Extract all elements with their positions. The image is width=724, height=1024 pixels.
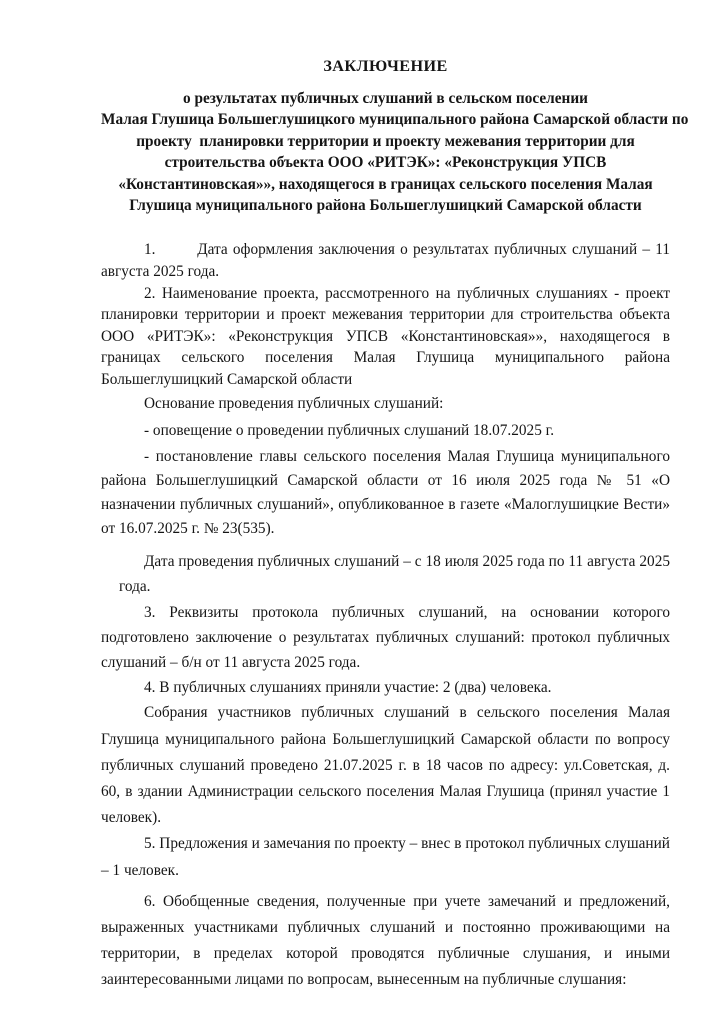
document-title: ЗАКЛЮЧЕНИЕ [323,57,448,75]
paragraph-project-name: 2. Наименование проекта, рассмотренного на публичных слушаниях - проект планировки территории и проект межевания территории для строительства объекта ООО «РИТЭК»: «Реконструкция УПСВ «Константиновская»», находящегося в границах сельского поселения Малая Глушица муниципального района Большеглушицкий Самарской области [101,284,670,388]
subtitle-line-4: строительства объекта ООО «РИТЭК»: «Реконструкция УПСВ [164,154,607,172]
paragraph-proposals: 5. Предложения и замечания по проекту – внес в протокол публичных слушаний – 1 человек. [101,835,670,879]
paragraph-meeting-details: Собрания участников публичных слушаний в сельского поселения Малая Глушица муниципального района Большеглушицкий Самарской области по вопросу публичных слушаний проведено 21.07.2025 г. в 18 часов по адресу: ул.Советская, д. 60, в здании Администрации сельского поселения Малая Глушица (принял участие 1 человек). [101,704,670,827]
paragraph-hearing-dates: Дата проведения публичных слушаний – с 18 июля 2025 года по 11 августа 2025 года. [119,553,670,596]
paragraph-resolution-item: - постановление главы сельского поселения Малая Глушица муниципального района Большеглушицкий Самарской области от 16 июля 2025 года № 51 «О назначении публичных слушаний», опубликованное в газете «Малоглушицкие Вести» от 16.07.2025 г. № 23(535). [101,448,670,538]
subtitle-line-2: Малая Глушица Большеглушицкого муниципального района Самарской области по [101,111,689,129]
paragraph-protocol-details: 3. Реквизиты протокола публичных слушаний, на основании которого подготовлено заключение о результатах публичных слушаний: протокол публичных слушаний – б/н от 11 августа 2025 года. [101,603,670,671]
paragraph-notice-item: - оповещение о проведении публичных слушаний 18.07.2025 г. [144,422,555,440]
paragraph-participants-count: 4. В публичных слушаниях приняли участие: 2 (два) человека. [144,679,552,697]
subtitle-line-6: Глушица муниципального района Большеглушицкий Самарской области [129,197,642,215]
paragraph-summary-info: 6. Обобщенные сведения, полученные при учете замечаний и предложений, выраженных участниками публичных слушаний и постоянно проживающими на территории, в пределах которой проводятся публичные слушания, и иными заинтересованными лицами по вопросам, вынесенным на публичные слушания: [101,892,670,989]
subtitle-line-5: «Константиновская»», находящегося в границах сельского поселения Малая [118,175,653,193]
document-subtitle [101,88,689,216]
paragraph-basis-heading: Основание проведения публичных слушаний: [144,394,444,412]
subtitle-line-3: проекту планировки территории и проекту межевания территории для [136,132,635,150]
paragraph-conclusion-date: 1. Дата оформления заключения о результатах публичных слушаний – 11 августа 2025 года. [101,241,670,281]
subtitle-line-1: о результатах публичных слушаний в сельском поселении [183,90,588,107]
